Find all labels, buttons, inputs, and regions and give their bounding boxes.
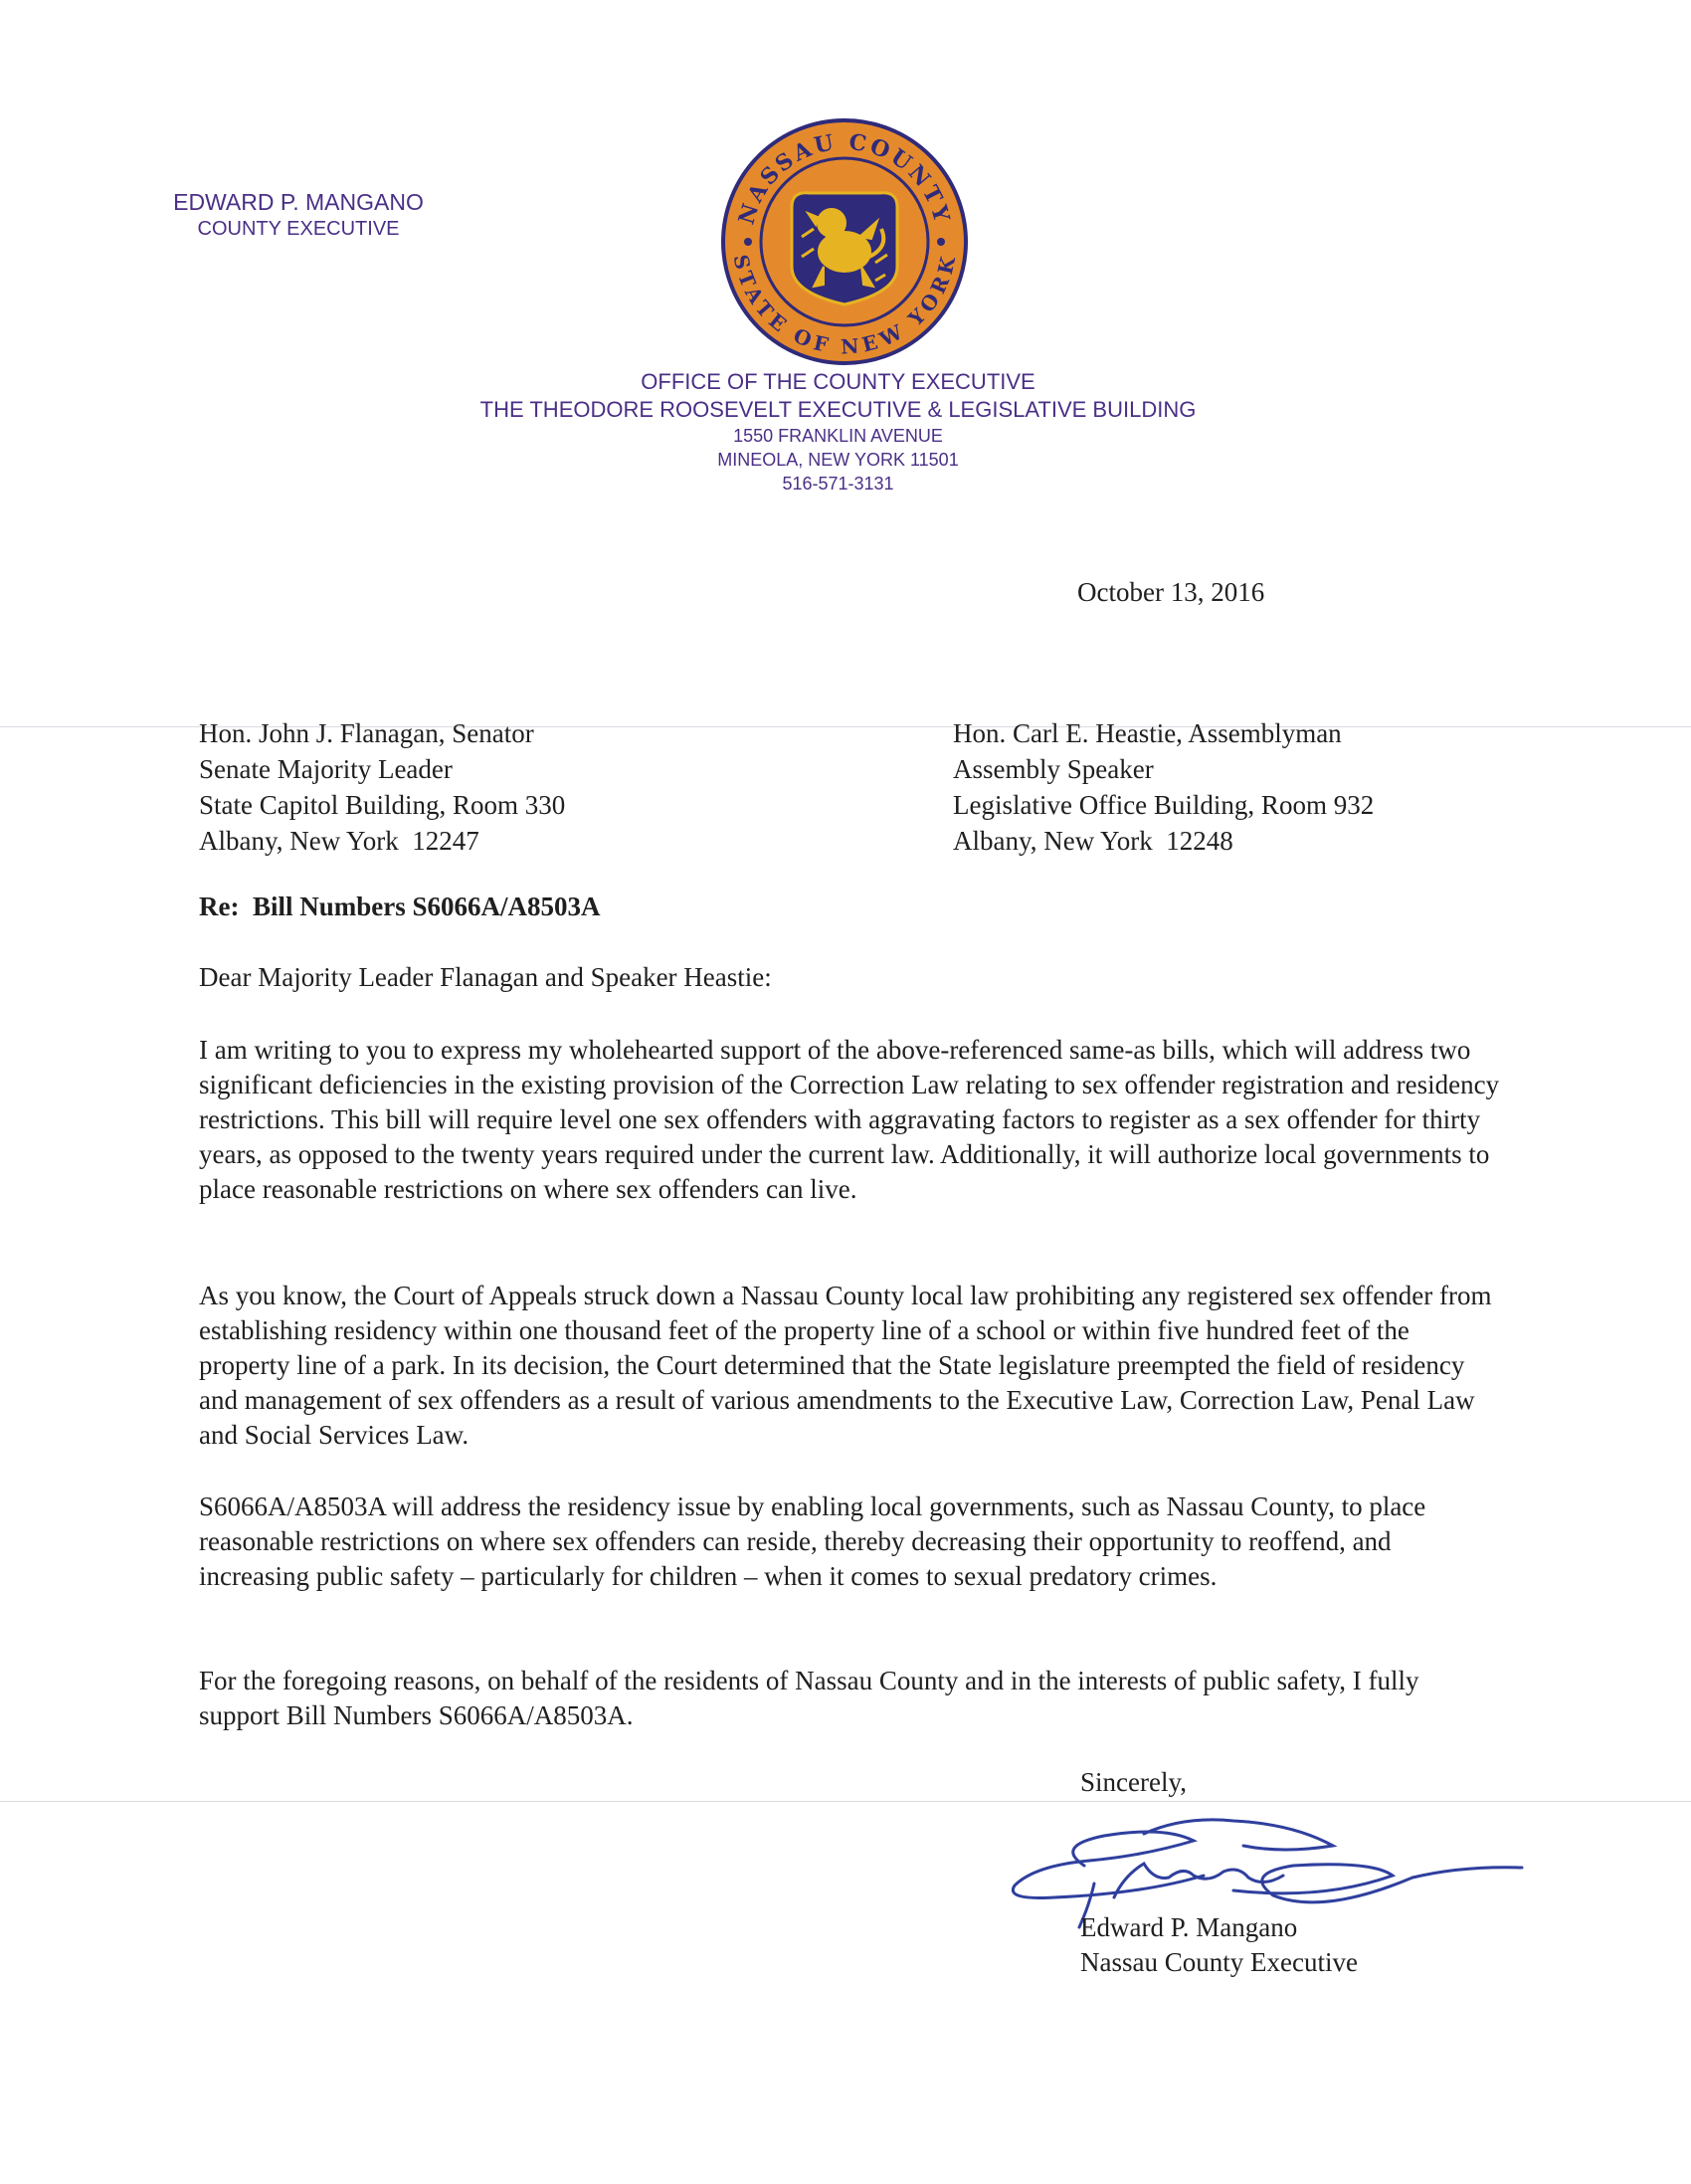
office-phone: 516-571-3131 (782, 474, 894, 494)
signer-name: Edward P. Mangano (1080, 1912, 1298, 1942)
office-city: MINEOLA, NEW YORK 11501 (717, 450, 959, 470)
signer-title: Nassau County Executive (1080, 1947, 1358, 1977)
scan-line-bottom (0, 1801, 1691, 1802)
executive-name: EDWARD P. MANGANO (173, 189, 424, 215)
body-paragraph: For the foregoing reasons, on behalf of the residents of Nassau County and in the interests of public safety, I fully support Bill Numbers S6066A/A8503A. (199, 1666, 1419, 1730)
executive-header (149, 187, 448, 241)
recipient-line: Hon. John J. Flanagan, Senator (199, 718, 534, 748)
body-paragraph: As you know, the Court of Appeals struck down a Nassau County local law prohibiting any registered sex offender from establishing residency within one thousand feet of the property line of a school or within five hundred feet of the property line of a park. In its decision, the Court determined that the State legislature preempted the field of residency and management of sex offenders as a result of various amendments to the Executive Law, Correction Law, Penal Law and Social Services Law. (199, 1281, 1492, 1450)
seal-bottom-text: STATE OF NEW YORK (728, 252, 961, 359)
office-name: OFFICE OF THE COUNTY EXECUTIVE (641, 369, 1035, 394)
recipient-line: Senate Majority Leader (199, 754, 453, 784)
salutation: Dear Majority Leader Flanagan and Speaker Heastie: (199, 962, 772, 992)
subject-line: Re: Bill Numbers S6066A/A8503A (199, 892, 601, 921)
county-seal (720, 117, 969, 366)
recipient-line: Hon. Carl E. Heastie, Assemblyman (953, 718, 1342, 748)
body-paragraph: I am writing to you to express my wholehearted support of the above-referenced same-as bills, which will address two significant deficiencies in the existing provision of the Correction Law relating to sex offender registration and residency restrictions. This bill will require level one sex offenders with aggravating factors to register as a sex offender for thirty years, as opposed to the twenty years required under the current law. Additionally, it will authorize local governments to place reasonable restrictions on where sex offenders can live. (199, 1035, 1500, 1204)
executive-title: COUNTY EXECUTIVE (197, 218, 400, 240)
recipient-address-senate (199, 715, 565, 859)
office-building: THE THEODORE ROOSEVELT EXECUTIVE & LEGISLATIVE BUILDING (479, 397, 1197, 422)
signer-block (1080, 1910, 1358, 1980)
recipient-line: Assembly Speaker (953, 754, 1154, 784)
recipient-line: Albany, New York 12247 (199, 826, 479, 856)
recipient-line: Legislative Office Building, Room 932 (953, 790, 1375, 820)
recipient-line: State Capitol Building, Room 330 (199, 790, 566, 820)
seal-top-text: NASSAU COUNTY (733, 128, 956, 228)
office-street: 1550 FRANKLIN AVENUE (733, 426, 943, 446)
letter-date: October 13, 2016 (1077, 577, 1265, 607)
body-paragraph: S6066A/A8503A will address the residency issue by enabling local governments, such as Nassau County, to place reasonable restrictions on where sex offenders can reside, thereby decreasing their opportunity to reoffend, and increasing public safety – particularly for children – when it comes to sexual predatory crimes. (199, 1491, 1426, 1591)
recipient-address-assembly (953, 715, 1374, 859)
recipient-line: Albany, New York 12248 (953, 826, 1233, 856)
closing: Sincerely, (1080, 1767, 1187, 1797)
office-header (298, 368, 1378, 496)
